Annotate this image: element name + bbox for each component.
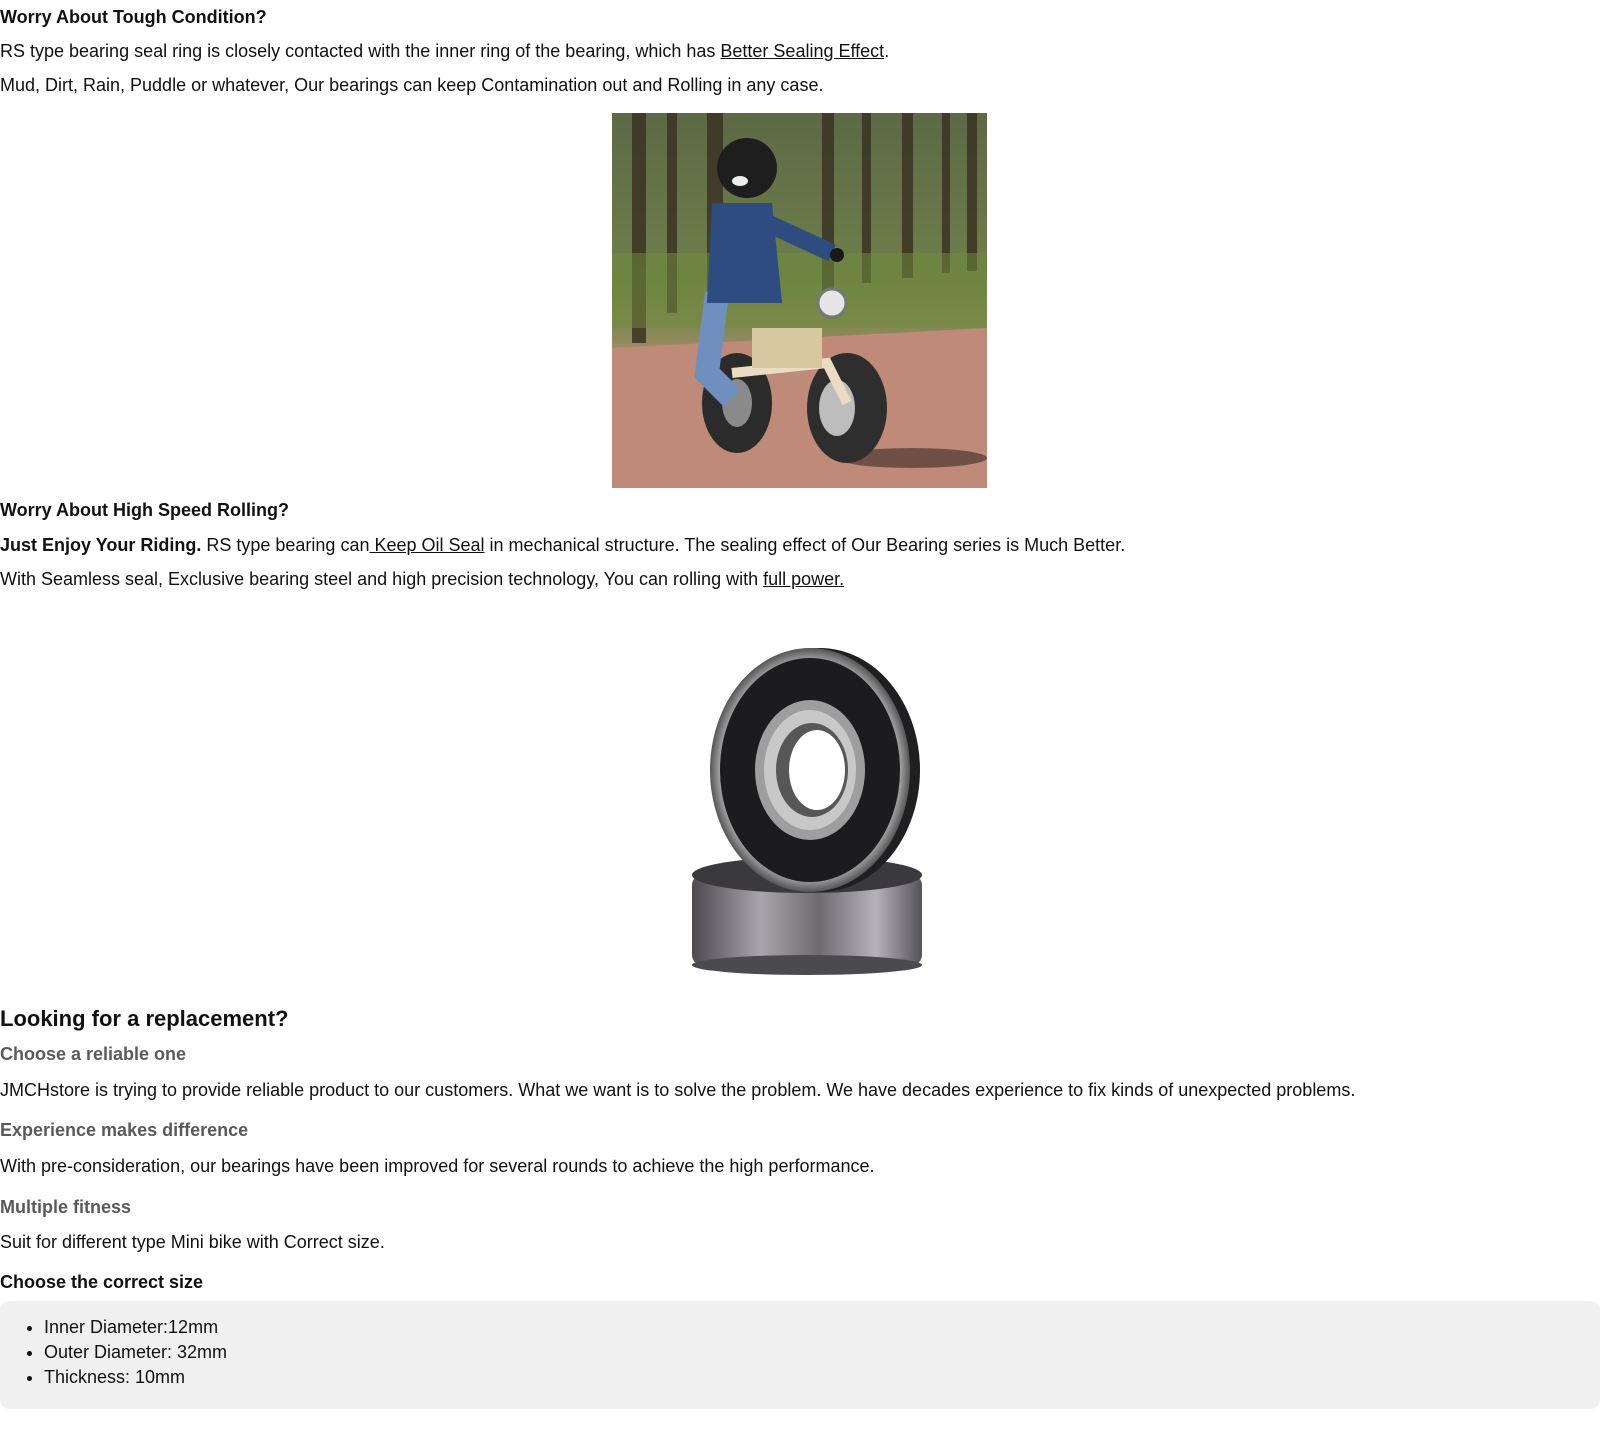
heading-tough-condition: Worry About Tough Condition?	[0, 7, 267, 27]
subheading-experience: Experience makes difference	[0, 1120, 249, 1140]
high-speed-line2	[0, 568, 844, 590]
size-spec-list	[0, 1301, 1600, 1390]
high-speed-line1	[0, 534, 1125, 556]
tough-condition-line1	[0, 40, 889, 62]
high-speed-line1-end: in mechanical structure. The sealing effect of Our Bearing series is Much Better.	[484, 535, 1126, 555]
spec-thickness: • Thickness: 10mm	[44, 1365, 1600, 1390]
keep-oil-seal-link[interactable]: Keep Oil Seal	[369, 535, 485, 555]
motorbike-rider-image	[612, 113, 987, 488]
heading-high-speed: Worry About High Speed Rolling?	[0, 500, 289, 520]
high-speed-line1-text: RS type bearing can	[201, 535, 370, 555]
heading-replacement: Looking for a replacement?	[0, 1006, 289, 1031]
size-spec-box	[0, 1301, 1600, 1409]
enjoy-riding-bold: Just Enjoy Your Riding.	[0, 535, 202, 555]
ball-bearings-image	[672, 630, 942, 980]
spec-inner-diameter: • Inner Diameter:12mm	[44, 1315, 1600, 1340]
fitness-text: Suit for different type Mini bike with Correct size.	[0, 1232, 385, 1252]
subheading-reliable: Choose a reliable one	[0, 1044, 187, 1064]
heading-correct-size: Choose the correct size	[0, 1272, 204, 1292]
spec-outer-diameter: • Outer Diameter: 32mm	[44, 1340, 1600, 1365]
tough-line1-text: RS type bearing seal ring is closely contacted with the inner ring of the bearing, which has	[0, 41, 721, 61]
high-speed-line2-text: With Seamless seal, Exclusive bearing steel and high precision technology, You can rolling with	[0, 569, 764, 589]
experience-text: With pre-consideration, our bearings have been improved for several rounds to achieve the high performance.	[0, 1156, 875, 1176]
tough-line1-end: .	[884, 41, 890, 61]
tough-condition-line2: Mud, Dirt, Rain, Puddle or whatever, Our bearings can keep Contamination out and Rolling in any case.	[0, 75, 824, 95]
subheading-fitness: Multiple fitness	[0, 1197, 132, 1217]
full-power-link[interactable]: full power.	[763, 569, 845, 589]
section-tough-condition	[0, 6, 267, 28]
reliable-text: JMCHstore is trying to provide reliable product to our customers. What we want is to solve the problem. We have decades experience to fix kinds of unexpected problems.	[0, 1080, 1356, 1100]
better-sealing-link[interactable]: Better Sealing Effect	[720, 41, 885, 61]
